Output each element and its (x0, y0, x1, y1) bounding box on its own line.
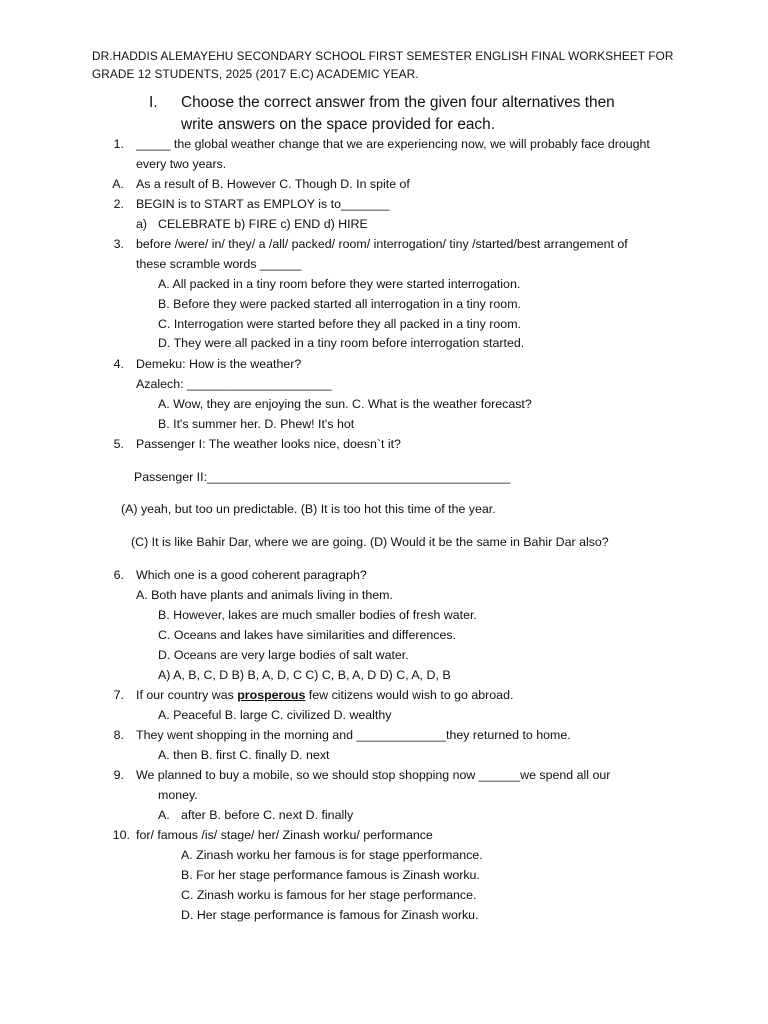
answer-option: B. However, lakes are much smaller bodies of fresh water. (158, 608, 477, 622)
question-number: 10. (112, 828, 130, 842)
question-number: 3. (113, 237, 124, 251)
question-number: 5. (113, 437, 124, 451)
question-text: We planned to buy a mobile, so we should stop shopping now ______we spend all our (136, 768, 611, 782)
question-text-end: few citizens would wish to go abroad. (305, 688, 514, 702)
question-text: Azalech: _____________________ (136, 377, 332, 391)
answer-option: A. Both have plants and animals living in them. (136, 588, 393, 602)
question-text-start: If our country was (136, 688, 238, 702)
question-text: _____ the global weather change that we are experiencing now, we will probably face drought (136, 137, 650, 151)
question-number: 8. (113, 728, 124, 742)
question-number: 4. (113, 357, 124, 371)
question-number: 2. (113, 197, 124, 211)
question-text: money. (158, 788, 198, 802)
question-text: every two years. (136, 157, 227, 171)
answer-option: A. All packed in a tiny room before they were started interrogation. (158, 277, 521, 291)
keyword-prosperous: prosperous (237, 688, 306, 702)
answer-options: A. Wow, they are enjoying the sun. C. What is the weather forecast? (158, 397, 532, 411)
question-number: 1. (113, 137, 124, 151)
answer-options: As a result of B. However C. Though D. In spite of (136, 177, 410, 191)
question-number: 7. (113, 688, 124, 702)
question-number: 6. (113, 568, 124, 582)
question-text: BEGIN is to START as EMPLOY is to_______ (136, 197, 390, 211)
header-line-2: GRADE 12 STUDENTS, 2025 (2017 E.C) ACADEMIC YEAR. (92, 67, 419, 81)
answer-options: (A) yeah, but too un predictable. (B) It is too hot this time of the year. (121, 502, 496, 516)
answer-option: C. Interrogation were started before they all packed in a tiny room. (158, 317, 521, 331)
option-marker: A. (112, 177, 124, 191)
question-text: these scramble words ______ (136, 257, 302, 271)
question-text (136, 687, 513, 703)
section-numeral: I. (149, 94, 158, 111)
answer-options: A. Peaceful B. large C. civilized D. wealthy (158, 708, 392, 722)
question-text: Demeku: How is the weather? (136, 357, 302, 371)
answer-options: (C) It is like Bahir Dar, where we are going. (D) Would it be the same in Bahir Dar also? (131, 535, 609, 549)
section-title-line-2: write answers on the space provided for each. (181, 116, 495, 133)
answer-option: D. Her stage performance is famous for Zinash worku. (181, 908, 479, 922)
answer-option: C. Oceans and lakes have similarities and differences. (158, 628, 456, 642)
answer-options: after B. before C. next D. finally (181, 808, 354, 822)
answer-option: D. Oceans are very large bodies of salt water. (158, 648, 409, 662)
option-marker: a) (136, 217, 148, 231)
answer-options: B. It's summer her. D. Phew! It's hot (158, 417, 355, 431)
option-marker: A. (158, 808, 170, 822)
answer-option: A. Zinash worku her famous is for stage pperformance. (181, 848, 483, 862)
header-line-1: DR.HADDIS ALEMAYEHU SECONDARY SCHOOL FIRST SEMESTER ENGLISH FINAL WORKSHEET FOR (92, 49, 674, 63)
question-text: for/ famous /is/ stage/ her/ Zinash worku/ performance (136, 828, 433, 842)
answer-option: D. They were all packed in a tiny room before interrogation started. (158, 336, 525, 350)
question-text: Passenger II:____________________________________________ (134, 470, 511, 484)
question-text: They went shopping in the morning and _____________they returned to home. (136, 728, 571, 742)
question-text: before /were/ in/ they/ a /all/ packed/ room/ interrogation/ tiny /started/best arrangement of (136, 237, 628, 251)
question-text: Which one is a good coherent paragraph? (136, 568, 367, 582)
answer-option: B. Before they were packed started all interrogation in a tiny room. (158, 297, 521, 311)
question-number: 9. (113, 768, 124, 782)
answer-option: C. Zinash worku is famous for her stage performance. (181, 888, 477, 902)
answer-option: B. For her stage performance famous is Zinash worku. (181, 868, 480, 882)
answer-options: A. then B. first C. finally D. next (158, 748, 330, 762)
question-text: Passenger I: The weather looks nice, doesn`t it? (136, 437, 401, 451)
answer-options: A) A, B, C, D B) B, A, D, C C) C, B, A, D D) C, A, D, B (158, 668, 451, 682)
answer-options: CELEBRATE b) FIRE c) END d) HIRE (158, 217, 368, 231)
section-title-line-1: Choose the correct answer from the given four alternatives then (181, 94, 615, 111)
